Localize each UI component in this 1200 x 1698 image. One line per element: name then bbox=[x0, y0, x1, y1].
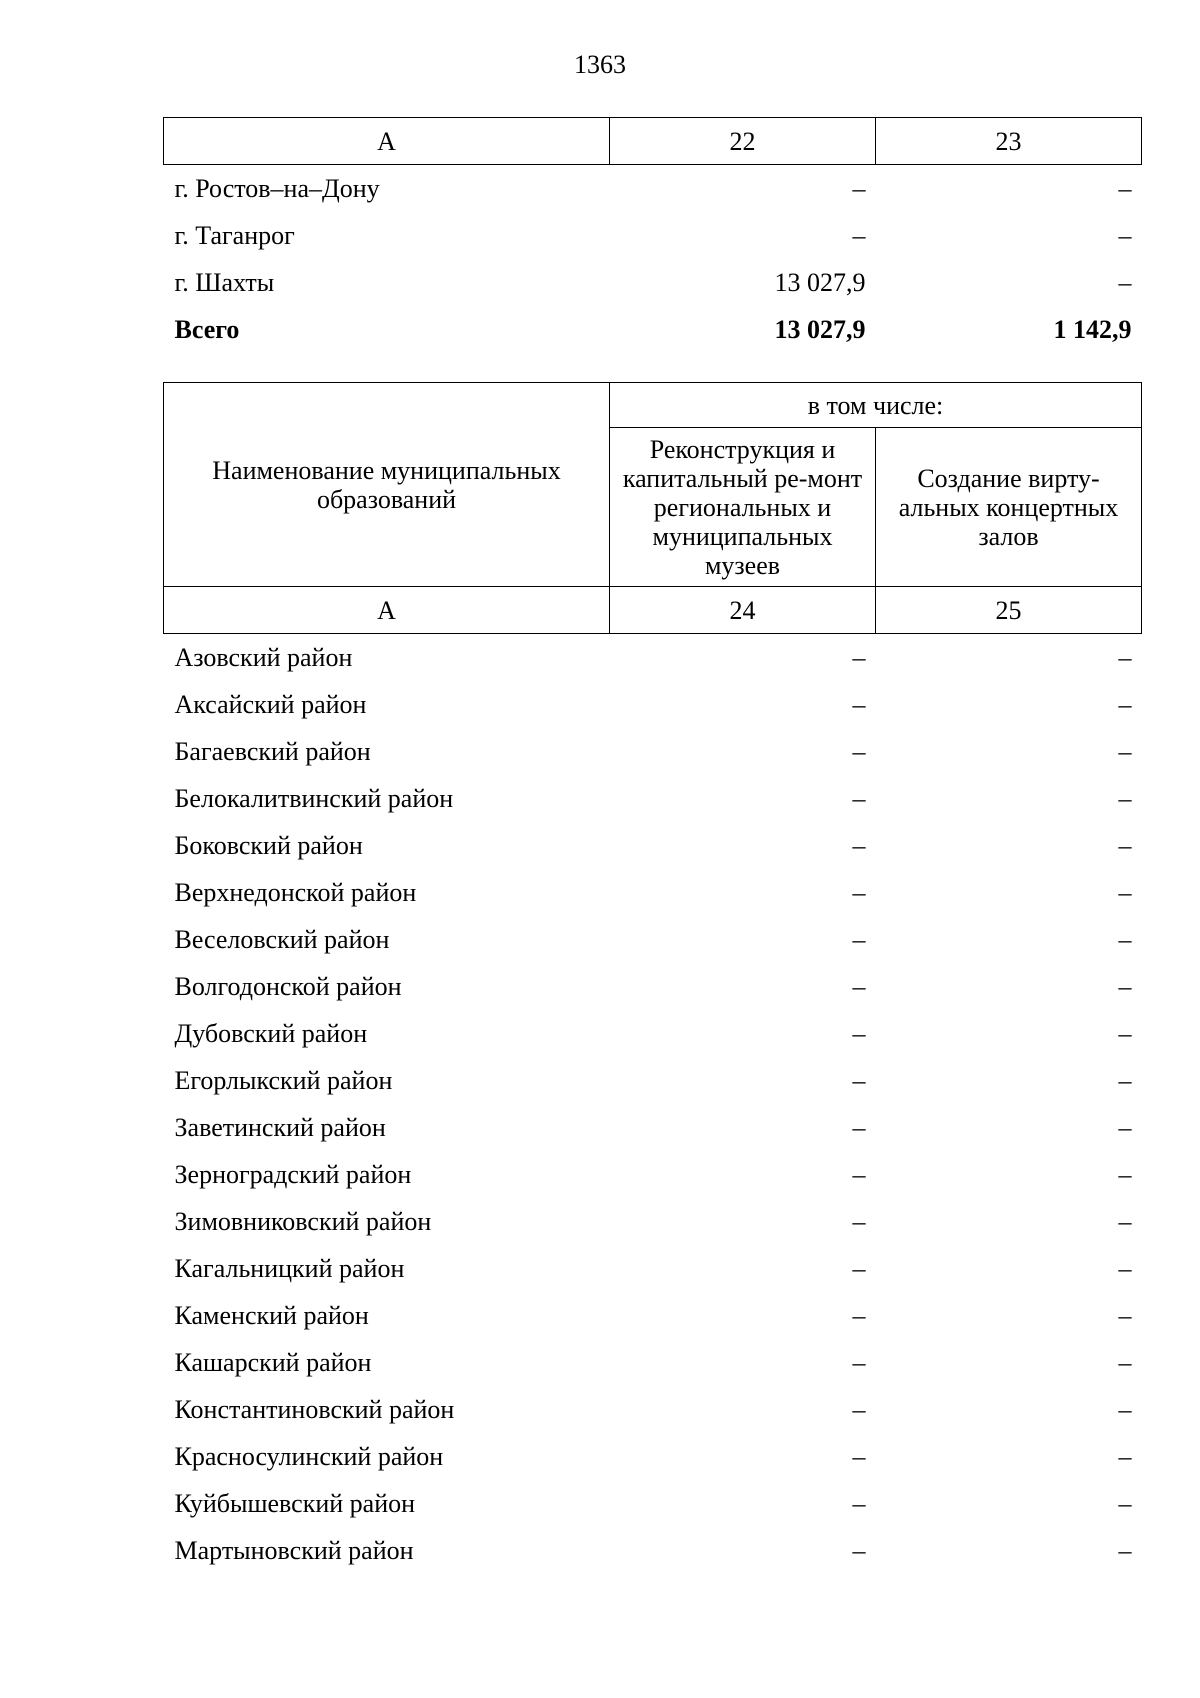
table-row bbox=[164, 1386, 1142, 1433]
column-24-header: 24 bbox=[610, 587, 876, 634]
municipality-name: Кагальницкий район bbox=[174, 1253, 405, 1283]
value-cell: – bbox=[852, 220, 866, 250]
table-row bbox=[164, 1245, 1142, 1292]
value-cell: – bbox=[1118, 1159, 1132, 1189]
table-row bbox=[164, 728, 1142, 775]
value-cell: – bbox=[852, 1112, 866, 1142]
municipality-name: Боковский район bbox=[174, 830, 363, 860]
table-row bbox=[164, 1151, 1142, 1198]
table-row bbox=[164, 212, 1142, 259]
including-group-header: в том числе: bbox=[610, 383, 1142, 428]
municipality-name: Кашарский район bbox=[174, 1347, 372, 1377]
total-value: 1 142,9 bbox=[1053, 314, 1132, 344]
value-cell: – bbox=[1118, 971, 1132, 1001]
table-row bbox=[164, 1198, 1142, 1245]
value-cell: – bbox=[1118, 220, 1132, 250]
value-cell: – bbox=[852, 1206, 866, 1236]
column-a-header: А bbox=[164, 118, 610, 165]
value-cell: – bbox=[1118, 1488, 1132, 1518]
municipality-name: Аксайский район bbox=[174, 689, 367, 719]
value-cell: – bbox=[1118, 1535, 1132, 1565]
municipality-name: г. Таганрог bbox=[174, 220, 295, 250]
value-cell: – bbox=[852, 642, 866, 672]
value-cell: – bbox=[852, 783, 866, 813]
table-row bbox=[164, 634, 1142, 682]
column-23-header: 23 bbox=[876, 118, 1142, 165]
value-cell: – bbox=[1118, 689, 1132, 719]
museum-renovation-header: Реконструкция и капитальный ре-монт региональных и муниципальных музеев bbox=[610, 428, 876, 587]
value-cell: – bbox=[1118, 736, 1132, 766]
municipality-name: Мартыновский район bbox=[174, 1535, 414, 1565]
municipality-name: Егорлыкский район bbox=[174, 1065, 393, 1095]
value-cell: – bbox=[852, 1394, 866, 1424]
municipality-name: Зимовниковский район bbox=[174, 1206, 432, 1236]
municipality-name-header: Наименование муниципальных образований bbox=[164, 383, 610, 587]
value-cell: – bbox=[1118, 267, 1132, 297]
value-cell: – bbox=[1118, 877, 1132, 907]
table-row bbox=[164, 259, 1142, 306]
value-cell: – bbox=[852, 1347, 866, 1377]
municipality-name: г. Шахты bbox=[174, 267, 275, 297]
table-row bbox=[164, 1339, 1142, 1386]
value-cell: – bbox=[1118, 830, 1132, 860]
value-cell: – bbox=[1118, 1300, 1132, 1330]
value-cell: 13 027,9 bbox=[774, 267, 866, 297]
municipality-name: Багаевский район bbox=[174, 736, 371, 766]
value-cell: – bbox=[1118, 1112, 1132, 1142]
column-number-row bbox=[164, 587, 1142, 634]
total-label: Всего bbox=[174, 314, 240, 344]
municipality-name: г. Ростов–на–Дону bbox=[174, 173, 380, 203]
value-cell: – bbox=[1118, 1441, 1132, 1471]
value-cell: – bbox=[852, 971, 866, 1001]
value-cell: – bbox=[852, 1300, 866, 1330]
table-row bbox=[164, 165, 1142, 213]
value-cell: – bbox=[1118, 924, 1132, 954]
value-cell: – bbox=[852, 689, 866, 719]
value-cell: – bbox=[852, 830, 866, 860]
column-a-header: А bbox=[164, 587, 610, 634]
table-row bbox=[164, 1433, 1142, 1480]
value-cell: – bbox=[852, 1535, 866, 1565]
municipality-name: Веселовский район bbox=[174, 924, 390, 954]
value-cell: – bbox=[852, 877, 866, 907]
value-cell: – bbox=[1118, 1065, 1132, 1095]
header-group-row bbox=[164, 383, 1142, 428]
value-cell: – bbox=[852, 1441, 866, 1471]
table-row bbox=[164, 775, 1142, 822]
table-row bbox=[164, 1057, 1142, 1104]
value-cell: – bbox=[852, 1018, 866, 1048]
municipality-name: Зерноградский район bbox=[174, 1159, 412, 1189]
page-number: 1363 bbox=[574, 50, 626, 79]
municipality-name: Каменский район bbox=[174, 1300, 369, 1330]
municipality-name: Константиновский район bbox=[174, 1394, 455, 1424]
municipality-name: Верхнедонской район bbox=[174, 877, 417, 907]
municipality-name: Красносулинский район bbox=[174, 1441, 444, 1471]
value-cell: – bbox=[1118, 173, 1132, 203]
column-number-row bbox=[164, 118, 1142, 165]
table-row bbox=[164, 1527, 1142, 1574]
table-row bbox=[164, 1104, 1142, 1151]
value-cell: – bbox=[1118, 783, 1132, 813]
municipality-name: Заветинский район bbox=[174, 1112, 386, 1142]
municipality-name: Дубовский район bbox=[174, 1018, 368, 1048]
municipality-name: Белокалитвинский район bbox=[174, 783, 454, 813]
table-row bbox=[164, 869, 1142, 916]
table-row bbox=[164, 1292, 1142, 1339]
value-cell: – bbox=[1118, 642, 1132, 672]
municipal-table bbox=[163, 382, 1142, 1574]
table-row bbox=[164, 916, 1142, 963]
table-row bbox=[164, 1010, 1142, 1057]
municipality-name: Азовский район bbox=[174, 642, 353, 672]
continuation-table bbox=[163, 117, 1142, 353]
total-value: 13 027,9 bbox=[774, 314, 866, 344]
table-row bbox=[164, 963, 1142, 1010]
municipal-table-body bbox=[164, 634, 1142, 1575]
value-cell: – bbox=[852, 924, 866, 954]
value-cell: – bbox=[1118, 1206, 1132, 1236]
value-cell: – bbox=[852, 736, 866, 766]
value-cell: – bbox=[1118, 1394, 1132, 1424]
virtual-concert-halls-header: Создание вирту-альных концертных залов bbox=[876, 428, 1142, 587]
value-cell: – bbox=[852, 1253, 866, 1283]
table-row bbox=[164, 1480, 1142, 1527]
table-row bbox=[164, 681, 1142, 728]
value-cell: – bbox=[852, 1065, 866, 1095]
column-22-header: 22 bbox=[610, 118, 876, 165]
total-row bbox=[164, 306, 1142, 353]
column-25-header: 25 bbox=[876, 587, 1142, 634]
value-cell: – bbox=[852, 173, 866, 203]
value-cell: – bbox=[1118, 1347, 1132, 1377]
value-cell: – bbox=[1118, 1018, 1132, 1048]
table-row bbox=[164, 822, 1142, 869]
value-cell: – bbox=[852, 1488, 866, 1518]
municipality-name: Куйбышевский район bbox=[174, 1488, 416, 1518]
municipality-name: Волгодонской район bbox=[174, 971, 402, 1001]
value-cell: – bbox=[852, 1159, 866, 1189]
value-cell: – bbox=[1118, 1253, 1132, 1283]
